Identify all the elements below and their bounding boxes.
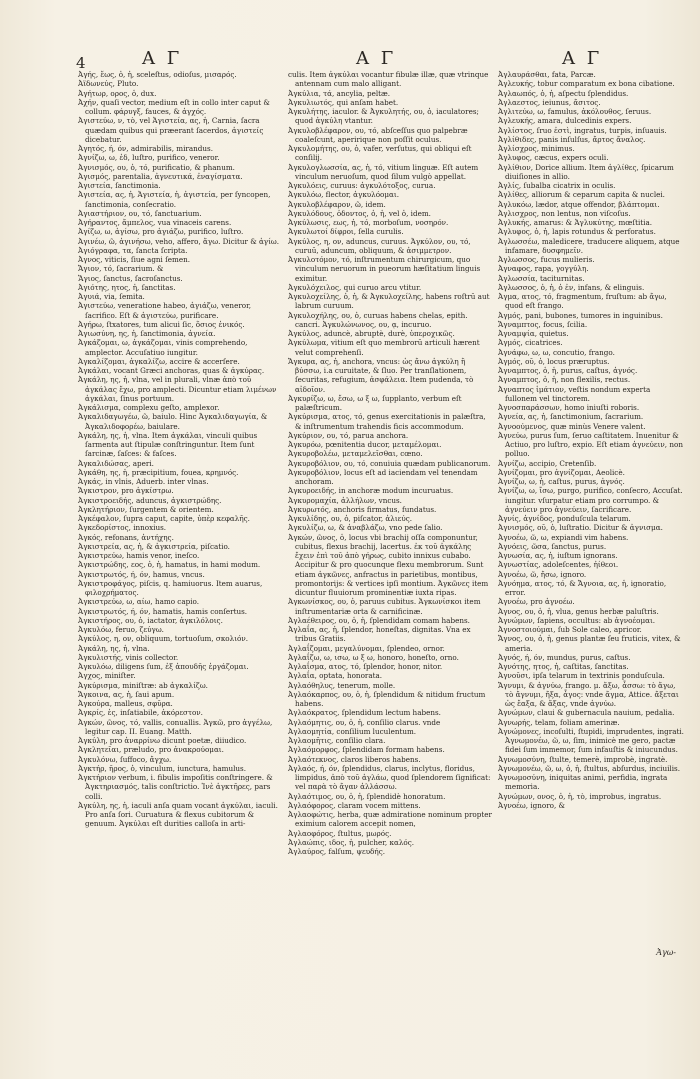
- dictionary-entry: Ἀγκούρα, malleus, σφῦρα.: [78, 699, 173, 708]
- dictionary-entry: Ἀγναπτος ἱμάτιον, veſtis nondum experta fullonem vel tinctorem.: [498, 384, 651, 403]
- dictionary-entry: culis. Item ἀγκύλαι vocantur fibulæ illæ, quæ vtrinque antennam cum malo alligant.: [288, 70, 489, 89]
- dictionary-entry: Ἀγητός, ή, όν, admirabilis, mirandus.: [78, 144, 213, 153]
- dictionary-entry: Ἀγκυλομήτης, ου, ὁ, vafer, verſutus, qui obliqui eſt conſilij.: [288, 144, 472, 163]
- dictionary-entry: Ἀγκιστήρος, ου, ὁ, iactator, ἀγκιλόλοις.: [78, 615, 223, 625]
- dictionary-entry: Ἀγνωμοσύνη, ſtulte, temerè, improbè, ingratè.: [498, 754, 668, 764]
- dictionary-entry: Ἀγνόεις, ῶσα, ſanctus, purus.: [498, 541, 607, 551]
- dictionary-entry: Ἀγίζω, ω, ἀγίσω, pro ἁγιάζω, purifico, luſtro.: [78, 227, 244, 237]
- dictionary-entry: Ἀγλευκής, tobur comparatum ex bona cibatione.: [498, 79, 675, 89]
- dictionary-entry: Ἀγνώμων, ſapiens, occultus: ab ἀγνοέομαι.: [498, 615, 656, 625]
- dictionary-entry: Ἀγμός, cicatrices.: [498, 338, 563, 348]
- dictionary-entry: Ἀγλωσσος, fucus mulieris.: [498, 255, 595, 264]
- dictionary-entry: Ἀγλαυράσθαι, fata, Parcæ.: [498, 70, 596, 79]
- dictionary-entry: Ἀγλαομῆτις, conſilio clara.: [288, 736, 386, 745]
- dictionary-entry: Ἀγλαόκρατος, ſplendidum lectum habens.: [288, 708, 441, 718]
- page-number: 4: [76, 54, 86, 72]
- dictionary-entry: Ἀγμός, οῦ, ὁ, locus præruptus.: [498, 356, 610, 366]
- dictionary-entry: Ἀγλαΐα, optata, honorata.: [288, 671, 383, 681]
- dictionary-entry: Ἀγνώμονες, incoſulti, ſtupidi, imprudentes, ingrati. Ἀγνωμονέω, ῶ, ω, ſim, inimicè me gero, pactæ fidei ſum immemor, ſum infauſtis & iniucundus.: [498, 726, 684, 755]
- dictionary-entry: Ἀγλαΐα, ας, ἡ, ſplendor, honeſtas, dignitas. Vna ex tribus Gratiis.: [288, 625, 471, 644]
- dictionary-entry: Ἀγκιστρωτός, ή, όν, hamatis, hamis conſertus.: [78, 606, 248, 616]
- dictionary-entry: Ἀγιστεία, ſanctimonia.: [78, 181, 161, 190]
- dictionary-entry: Ἀγυιά, via, ſemita.: [78, 292, 145, 301]
- dictionary-entry: Ἀγλαοφώτις, herba, quæ admiratione nominum propter eximium calorem accepit nomen,: [288, 810, 492, 829]
- dictionary-entry: Ἀγνωμονέω, ῶ, ω, ὁ, ἡ, ſtultus, abſurdus, inciuilis.: [498, 763, 680, 773]
- dictionary-entry: Ἀγκάλαι, vocant Græci anchoras, quas & ἀγκύρας.: [78, 366, 265, 375]
- dictionary-entry: Ἀγκύλη, pro ἀναρρίνω dicunt poetæ, diiudico.: [78, 736, 247, 745]
- dictionary-entry: Ἀγλίστος, ſruo ἐστὶ, ingratus, turpis, inſuauis.: [498, 125, 667, 135]
- dictionary-entry: Ἀγκυλιωτός, qui anſam habet.: [288, 97, 399, 107]
- dictionary-entry: Ἀγνώμων, ονος, ὁ, ἡ, τὸ, improbus, ingratus.: [498, 791, 662, 801]
- dictionary-entry: Ἀγκάλη, ης, ἡ, vlna, vel in plurali, vlnæ ἀπὸ τοῦ ἀγκάλας ἔχω, pro amplecti. Dicuntur etiam λιμένων ἀγκάλαι, ſinus portuum.: [78, 375, 277, 403]
- dictionary-entry: Ἀγκυλόω, flector, ἀγκυλόομαι.: [288, 190, 400, 200]
- dictionary-entry: Ἀγκλητήριον, ſurgentem & orientem.: [78, 504, 214, 514]
- dictionary-entry: Ἀγής, ἔως, ὁ, ἡ, sceleſtus, odioſus, μισαρός.: [78, 70, 237, 79]
- dictionary-entry: Ἀγκών, ῶνος, τό, vallis, conuallis. Ἀγκῶ, pro ἀγγέλω, legitur cap. II. Euang. Matth.: [78, 717, 273, 736]
- dictionary-entry: Ἀγκέφαλον, ſupra caput, capite, ὑπὲρ κεφαλῆς.: [78, 514, 250, 523]
- dictionary-entry: Ἀγκυλοχείλης, ὁ, ἡ, & Ἀγκυλοχείλης, habens roſtrū aut labrum curuum.: [288, 292, 490, 311]
- dictionary-entry: Ἄγκυρα, ας, ἡ, anchora, vncus: ὡς ἄνω ἀγκύλη ἢ βύσσω, i.a curuitate, & ſluo. Per tranſlationem, ſecuritas, refugium, ἀσφάλεια. Item pudenda, τὸ αἰδοῖον.: [288, 356, 474, 394]
- dictionary-entry: Ἀγκλητεῖαι, præludo, pro ἀνακρούομαι.: [78, 745, 224, 755]
- dictionary-entry: Ἀγλυκόω, lædor, atque offendor, βλάπτομαι.: [498, 199, 660, 209]
- dictionary-entry: Ἀγλαώπις, ιδος, ἡ, pulcher, καλός.: [288, 837, 415, 847]
- dictionary-entry: Ἀγλαόμητις, ου, ὁ, ἡ, conſilio clarus. vnde: [288, 717, 441, 727]
- dictionary-entry: Ἀγλιτεύω, ω, famulus, ἀκόλουθος, ſeruus.: [498, 107, 652, 116]
- dictionary-entry: Ἀγνοέω, ῶ, ω, expiandi vim habens.: [498, 532, 629, 542]
- dictionary-entry: Ἀγνίζω, accipio, Cretenſib.: [498, 458, 597, 468]
- dictionary-entry: Ἀγνόημα, ατος, τό, & Ἄγνοια, ας, ἡ, ignoratio, error.: [498, 578, 667, 597]
- dictionary-entry: Ἀγνοστοιούμαι, ſub Sole caleo, apricor.: [498, 625, 642, 634]
- dictionary-entry: Ἀγλαύρος, falſum, ψευδής.: [288, 847, 386, 856]
- dictionary-entry: Ἀγκύρισμα, miniſtræ: ab ἀγκαλίζω.: [78, 680, 208, 690]
- dictionary-entry: Ἀγιστεία, ας, ἡ, Ἀγιστεία, ἡ, ἀγιστεία, per ſyncopen, ſanctimonia, conſecratio.: [78, 190, 271, 209]
- dictionary-entry: Ἅγιος, ſanctus, ſacroſanctus.: [78, 273, 183, 283]
- dictionary-entry: Ἀγνωμοσύνη, iniquitas animi, perfidia, ingrata memoria.: [498, 773, 668, 792]
- dictionary-entry: Ἀγλαοφόρος, ſtultus, μωρός.: [288, 828, 392, 838]
- dictionary-entry: Ἀχήν, quaſi vector, medium eſt in collo inter caput & collum. φάρυγξ, fauces, & ἀγχός.: [78, 97, 270, 116]
- dictionary-entry: Ἀγλαΐζω, ω, ισω, ω ξ ω, honoro, honeſto, orno.: [288, 652, 459, 662]
- dictionary-entry: Ἄγκοινα, ας, ἡ, ſaui apum.: [78, 689, 175, 699]
- dictionary-entry: Ἀγνωστίας, adoleſcentes, ἠίθεοι.: [498, 560, 619, 570]
- dictionary-entry: Ἀγλίθες, alliorum & ceparum capita & nuclei.: [498, 190, 665, 200]
- dictionary-entry: Ἀγκιστρεία, ας, ἡ, & ἀγκιστρεία, piſcatio.: [78, 541, 230, 551]
- dictionary-entry: Ἀγκύρισμα, ατος, τό, genus exercitationis in palæſtra, & inſtrumentum trahendis ficis accommodum.: [288, 412, 486, 431]
- dictionary-entry: Ἀγκυλήτης, iaculor. & Ἀγκυλητής, ου, ὁ, iaculatores; quod ἀγκύλη vtantur.: [288, 107, 479, 126]
- dictionary-entry: Ἀγνος, viticis, ſiue agni ſemen.: [78, 255, 191, 264]
- dictionary-entry: Ἀγκυρόω, pœnitentia ducor, μεταμέλομαι.: [288, 440, 442, 449]
- dictionary-entry: Ἀγκυροβόλιον, locus eſt ad iaciendam vel tenendam anchoram.: [288, 467, 478, 486]
- dictionary-entry: Ἀγκύλια, τά, ancylia, peltæ.: [288, 88, 391, 98]
- dictionary-entry: Ἀγλαόκαρπος, ου, ὁ, ἡ, ſplendidum & nitidum fructum habens.: [288, 689, 486, 708]
- dictionary-entry: Ἀγκύλωσις, εως, ἡ, τό, morboſum, νοσηρόν.: [288, 218, 449, 227]
- running-head-left: Α Γ: [142, 48, 183, 69]
- dictionary-entry: Ἄγκιστρον, pro ἀγκίστρω.: [78, 486, 174, 496]
- dictionary-entry: Ἀγκύριον, ου, τό, parua anchora.: [288, 430, 409, 440]
- dictionary-entry: Ἀγλευκής, amara, dulcedinis expers.: [498, 116, 632, 126]
- dictionary-entry: Ἀγκαλιδώσας, aperi.: [78, 458, 154, 468]
- running-head-center: Α Γ: [356, 48, 397, 69]
- dictionary-entry: Ἀγκαλίζομαι, ἀγκαλίζω, accire & accerſere.: [78, 356, 240, 366]
- dictionary-entry: Ἀγνάφω, ω, ω, concutio, frango.: [498, 347, 615, 357]
- dictionary-entry: Ἀγιστεύω, ν, τὸ, vel Ἀγιστεία, ας, ἡ, Carnia, ſacra quædam quibus qui præerant ſacerdos, ἀγιστείς dicebatur.: [78, 116, 264, 144]
- dictionary-entry: Ἀγκτήρ, ῆρος, ὁ, vinculum, iunctura, hamulus.: [78, 763, 247, 773]
- dictionary-entry: Ἀγλαόμορφος, ſplendidam formam habens.: [288, 745, 445, 755]
- dictionary-entry: Ἀγκυλοβλέφαρον, ου, τό, abſceſſus quo palpebræ coaleſcunt, aperirique non poſſit oculus.: [288, 125, 468, 144]
- dictionary-entry: Ἀγκιστρεύω, ω, αίω, hamo capio.: [78, 597, 199, 607]
- dictionary-entry: Ἀγλαός, ή, όν, ſplendidus, clarus, inclytus, floridus, limpidus, ἀπὸ τοῦ ἀγλάω, quod ſplendorem ſignificat: vel παρὰ τὸ ἄγαν ἀλλάσσω.: [288, 763, 491, 792]
- dictionary-entry: Ἀγκιστρωτός, ή, όν, hamus, vncus.: [78, 569, 205, 579]
- dictionary-entry: Ἀγκάλη, ης, ἡ, vlna.: [78, 643, 150, 653]
- dictionary-entry: Ἀγκυλόδους, ὀδοντος, ὁ, ἡ, vel ὁ, idem.: [288, 208, 431, 218]
- dictionary-entry: Ἀγλίσχρος, minimus.: [498, 144, 575, 153]
- dictionary-entry: Ἀγναμπτος, ὁ, ἡ, non flexilis, rectus.: [498, 375, 631, 385]
- dictionary-entry: Ἀγκυρομαχία, ἀλλήλων, vncus.: [288, 495, 402, 505]
- dictionary-entry: Ἀγνός, ή, όν, mundus, purus, caſtus.: [498, 652, 631, 662]
- dictionary-entry: Ἀγήτωρ, ορος, ὁ, dux.: [78, 88, 157, 98]
- dictionary-entry: Ἀγκυροβολέω, μεταμελεῖσθαι, cœno.: [288, 449, 423, 459]
- dictionary-entry: Ἀγλίς, ſubalba cicatrix in oculis.: [498, 181, 616, 190]
- dictionary-entry: Ἀγκάλη, ης, ἡ, vlna. Item ἀγκάλαι, vinculi quibus ſarmenta aut ſtipulæ conſtringuntur. Item ſunt ſarcinæ, ſaſces: & faſces.: [78, 430, 258, 459]
- dictionary-entry: Ἀγκύλος, η, ον, aduncus, curuus. Ἀγκύλον, ου, τό, curuū, aduncum, obliquum, & ἀσιμμετρον.: [288, 236, 471, 255]
- dictionary-entry: Ἀγήρω, ſtxatores, tum alicui ſic, ὅσιος ἐνικός.: [78, 319, 245, 329]
- column-left: [78, 70, 284, 829]
- dictionary-entry: Ἀγκυλίδης, ου, ὁ, piſcator, ἁλιεύς.: [288, 514, 413, 523]
- dictionary-entry: Ἀγλισχρος, non lentus, non viſcoſus.: [498, 208, 631, 218]
- dictionary-entry: Ἀγνίζω, ω, ἡ, caſtus, purus, ἁγνός.: [498, 477, 625, 486]
- dictionary-entry: Ἀγμός, pani, bubones, tumores in inguinibus.: [498, 310, 663, 320]
- dictionary-entry: Ἀγκαλιδαγωγέω, ῶ, baiulo. Hinc Ἀγκαλιδαγωγία, & Ἀγκαλιδοφορέω, baiulare.: [78, 412, 268, 431]
- dictionary-entry: Ἀγνοῦσι, ipſa telarum in textrinis ponduſcula.: [498, 671, 665, 681]
- dictionary-entry: Ἀγινέω, ῶ, ἀγινήσω, veho, affero, ἄγω. Dicitur & ἀγίω.: [78, 236, 280, 246]
- dictionary-entry: Ἀγκυροβόλιον, ου, τό, conuiuia quædam publicanorum.: [288, 458, 491, 468]
- dictionary-entry: Ἀγνίζω, ω, ἐδ, luſtro, purifico, veneror.: [78, 153, 220, 163]
- dictionary-entry: Ἀγκύλος, aduncè, abruptè, durè, ὑπεροχικῶς.: [288, 329, 455, 338]
- dictionary-entry: Ἀγνεύω, purus ſum, ſeruo caſtitatem. Inuenitur & Actiuo, pro luſtro, expio. Eſt etiam ἀγνεύειν, non polluo.: [498, 430, 683, 459]
- dictionary-entry: Ἀγνωσία, ας, ἡ, iuſtum ignorans.: [498, 551, 618, 560]
- dictionary-entry: Ἀγνεία, ας, ἡ, ſanctimonium, ſacrarium.: [498, 412, 644, 422]
- column-center: [288, 70, 492, 856]
- dictionary-entry: Ἀγκυλιστής, vinis collector.: [78, 652, 179, 662]
- dictionary-entry: Ἀγνος, ου, ὁ, ἡ, vlua, genus herbæ paluſtris.: [498, 606, 659, 616]
- dictionary-entry: Ἀϊδωνεύς, Pluto.: [78, 79, 139, 89]
- dictionary-entry: Ἀγκυλογλωσσία, ας, ἡ, τό, vitium linguæ. Eſt autem vinculum neruoſum, quod ſilum vulgò appellat.: [288, 162, 479, 181]
- dictionary-entry: Ἀγλυκής, amarus: & Ἀγλυκύτης, mœſtitia.: [498, 218, 653, 227]
- dictionary-entry: Ἀγκυλόω, diligens ſum, ἐξ ἀπουδῆς ἐργάζομαι.: [78, 662, 249, 671]
- dictionary-entry: Ἀγνοσπαράσσων, homo iniuſti roboris.: [498, 403, 640, 412]
- dictionary-entry: Ἀγκυλόεις, curuus: ἀγκυλότοξος, curua.: [288, 181, 436, 190]
- dictionary-entry: Ἀγκυλόχειλος, qui curuo arcu vtitur.: [288, 282, 422, 292]
- dictionary-entry: Ἀγιότης, ητος, ἡ, ſanctitas.: [78, 282, 176, 292]
- dictionary-entry: Ἀγκυλόνω, ſuffoco, ἄγχω.: [78, 754, 172, 764]
- dictionary-entry: Ἀγλαομητία, conſilium luculentum.: [288, 726, 417, 736]
- dictionary-entry: Ἀγλαότιμος, ου, ὁ, ἡ, ſplendidè honoratum.: [288, 791, 446, 801]
- dictionary-entry: Ἀγκυλοτόμον, τό, inſtrumentum chirurgicum, quo vinculum neruorum in pueorum hæſitatium linguis eximitur.: [288, 255, 481, 283]
- dictionary-entry: Ἄγιον, τό, ſacrarium. &: [78, 264, 164, 274]
- dictionary-entry: Ἀγκωνίσκος, ου, ὁ, paruus cubitus. Ἀγκωνίσκοι item inſtrumentariæ orta & carnificinæ.: [288, 597, 481, 616]
- dictionary-entry: Ἀγκός, refonans, ἀντήχης.: [78, 532, 174, 542]
- dictionary-entry: Ἀγκύλος, η, ον, obliquum, tortuoſum, σκολιόν.: [78, 634, 248, 644]
- dictionary-entry: Ἀγκεδορίστος, innoxius.: [78, 523, 167, 533]
- dictionary-entry: Ἀγιόγραφα, τα, ſancta ſcripta.: [78, 245, 188, 255]
- dictionary-entry: Ἀγκυλωτοί δίφροι, ſella curulis.: [288, 227, 404, 237]
- dictionary-entry: Ἀγλαΐσμα, ατος, τό, ſplendor, honor, nitor.: [288, 662, 443, 671]
- column-right: [498, 70, 684, 810]
- dictionary-entry: Ἀγκιστρεύω, hamis venor, ineſco.: [78, 551, 200, 560]
- dictionary-entry: Ἄγναμπτος, focus, ſcilia.: [498, 319, 588, 329]
- catchword: Ἀγω-: [656, 948, 676, 957]
- dictionary-entry: Ἀγλίθιδες, panis inſulſus, ἄρτος ἄναλος.: [498, 134, 646, 144]
- dictionary-entry: Ἀγνίζω, ω, ἴσω, purgo, purifico, conſecro, Accuſat. iungitur. vſurpatur etiam pro corrumpo. & ἀγνεύειν pro ἀγνεύειν, ſacrificare.: [498, 486, 683, 514]
- running-head-right: Α Γ: [562, 48, 603, 69]
- dictionary-entry: Ἀγλυφος, cæcus, expers oculi.: [498, 153, 609, 163]
- dictionary-entry: Ἀγνίζομαι, pro ἀγνίζομαι, Aeolicè.: [498, 467, 625, 477]
- dictionary-entry: Ἄγνυμι, & ἀγνύω, frango. μ. ἄξω, ἆσσω: τὸ ἄγω, τὸ ἄγνυμι, ἤξα, ἆγος: vnde ἄγμα, Attice. ἄξεται ὡς ἔαξα, & ἄξας, vnde ἀγνύω.: [498, 680, 679, 708]
- dictionary-entry: Ἀγκάς, in vlnis, Aduerb. inter vlnas.: [78, 477, 209, 486]
- dictionary-entry: Ἀγλωσσος, ὁ, ἡ, ὁ ἐν, infans, & elinguis.: [498, 282, 645, 292]
- dictionary-entry: Ἀγλαόθηλυς, tenerum, molle.: [288, 680, 396, 690]
- dictionary-entry: Ἀγκυλίζω, ω, & ἀναβλάζω, vno pede ſalio.: [288, 523, 443, 533]
- dictionary-entry: Ἀγκιστροειδής, aduncus, ἀγκιστρώδης.: [78, 495, 222, 505]
- dictionary-entry: Ἀγκάζομαι, ω, ἀγκάζομαι, vinis comprehendo, amplector. Accuſatiuo iungitur.: [78, 338, 248, 357]
- dictionary-entry: Ἀγκυροειδής, in anchoræ modum incuruatus.: [288, 486, 454, 496]
- dictionary-entry: Ἀγιαστήριον, ου, τό, ſanctuarium.: [78, 208, 202, 218]
- dictionary-entry: Ἀγκυλοχήλης, ου, ὁ, curuas habens chelas, epith. cancri. Ἀγκυλώνωνος, ου, ᾳ, incuruo.: [288, 310, 468, 329]
- dictionary-entry: Ἀγλαέθειρος, ου, ὁ, ἡ, ſplendidam comam habens.: [288, 615, 470, 625]
- dictionary-entry: Ἀγναμψία, quietus.: [498, 329, 569, 338]
- dictionary-entry: Ἀγνότης, ητος, ἡ, caſtitas, ſanctitas.: [498, 662, 629, 671]
- dictionary-entry: Ἀγνισμός, ου, ὁ, τό, purificatio, & phanum.: [78, 162, 235, 172]
- dictionary-entry: Ἀγκάλισμα, complexu geſto, amplexor.: [78, 403, 220, 412]
- dictionary-entry: Ἀγλυφος, ὁ, ἡ, lapis rotundus & perforatus.: [498, 227, 656, 237]
- dictionary-entry: Ἀγκύλωμα, vitium eſt quo membrorū articuli hærent velut comprehenſi.: [288, 338, 480, 357]
- dictionary-entry: Ἀγκυλοβλέφαρον, ῶ, idem.: [288, 199, 386, 209]
- dictionary-entry: Ἀγκύλη, ης, ἡ, iaculi anſa quam vocant ἀγκύλαι, iaculi. Pro anſa ſori. Curuatura & flexus cubitorum & genuum. Ἀγκύλαι eſt durities calloſa in arti-: [78, 800, 278, 829]
- dictionary-entry: Ἀγκρίς, ἐς, inſatiabile, ἀκόρεστον.: [78, 708, 203, 718]
- dictionary-entry: Ἀγλαόφορος, claram vocem mittens.: [288, 800, 421, 810]
- dictionary-entry: Ἄγνος, ου, ὁ, ἡ, genus plantæ ſeu fruticis, vitex, & ameria.: [498, 634, 681, 653]
- dictionary-entry: Ἀγλαότεκνος, claros liberos habens.: [288, 754, 421, 764]
- dictionary-entry: Ἀγμα, ατος, τό, fragmentum, fruſtum: ab ἄγω, quod eſt frango.: [498, 292, 667, 311]
- dictionary-entry: Ἀγιστεύω, veneratione habeo, ἀγιάζω, veneror, ſacrifico. Eſt & ἀγιστεύω, purificare.: [78, 301, 252, 320]
- dictionary-entry: Ἀγλαΐζομαι, μεγαλύνομαι, ſplendeo, ornor.: [288, 643, 445, 653]
- dictionary-entry: Ἀγνώμων, claui & gubernacula nauium, pedalia.: [498, 708, 675, 718]
- dictionary-entry: Ἀγλωσσία, taciturnitas.: [498, 273, 585, 283]
- dictionary-entry: Ἀγνοέω, ignoro, &: [498, 800, 565, 810]
- dictionary-entry: Ἀγήραντος, ἄμπελος, vua vinaceis carens.: [78, 218, 232, 227]
- dictionary-entry: Ἀγναφος, rapa, γογγύλη.: [498, 264, 589, 274]
- dictionary-entry: Ἀγισμός, parentalia, ἀγνευτικά, ἐναγίσματα.: [78, 171, 243, 181]
- dictionary-entry: Ἀγιωσύνη, ης, ἡ, ſanctimonia, ἁγνεία.: [78, 329, 216, 338]
- dictionary-entry: Ἀγκών, ῶνος, ὁ, locus vbi brachij oſſa componuntur, cubitus, flexus brachij, lacertus. ἐκ τοῦ ἀγκάλης ἔχειν ἐπὶ τοῦ ἀπὸ γήρως, cubito innixus cubabo. Accipitur & pro quocunque flexu membrorum. Sunt etiam ἀγκῶνες, anfractus in parietibus, montibus, promontorijs: & vertices ipſi montium. Ἀγκῶνες item dicuntur fluuiorum prominentiæ iuxta ripas.: [288, 532, 489, 597]
- dictionary-entry: Ἀγλαωπός, ὁ, ἡ, aſpectu ſplendidus.: [498, 88, 629, 98]
- dictionary-entry: Ἀγχος, miniſter.: [78, 671, 136, 681]
- dictionary-entry: Ἀγκιστρώδης, εος, ὁ, ἡ, hamatus, in hami modum.: [78, 560, 261, 570]
- dictionary-entry: Ἀγλίθιον, Dorice allium. Item ἀγλίθες, ſpicarum diuiſiones in allio.: [498, 162, 674, 181]
- dictionary-entry: Ἀγναμπτος, ὁ, ἡ, purus, caſtus, ἁγνός.: [498, 366, 638, 375]
- dictionary-entry: Ἀγκυλόω, feruo, ζεύγω.: [78, 625, 164, 634]
- dictionary-entry: Ἀγκυρωτός, anchoris firmatus, fundatus.: [288, 504, 437, 514]
- dictionary-entry: Ἀγνοούμενος, quæ minùs Venere valent.: [498, 421, 646, 431]
- dictionary-entry: Ἀγνίς, ἀγνίδος, ponduſcula telarum.: [498, 514, 631, 523]
- dictionary-entry: Ἀγλωσσέω, maledicere, traducere aliquem, atque infamare, δυσφημεῖν.: [498, 236, 680, 255]
- dictionary-entry: Ἀγκτήριον verbum, i. fibulis impoſitis conſtringere. & Ἀγκτηριασμός, talis conſtrictio. Ἰνὲ ἀγκτῆρες, pars colli.: [78, 773, 273, 801]
- dictionary-entry: Ἀγνωρής, telam, foliam amerinæ.: [498, 717, 620, 727]
- dictionary-entry: Ἀγκυρίζω, ω, ἔσω, ω ξ ω, ſupplanto, verbum eſt palæſtricum.: [288, 393, 462, 412]
- dictionary-entry: Ἀγνοέω, pro ἀγνοέω.: [498, 597, 575, 607]
- dictionary-entry: Ἀγλαεστος, ieiunus, ἄσιτος.: [498, 97, 601, 107]
- dictionary-entry: Ἀγνοέω, ῶ, ἤσω, ignoro.: [498, 569, 587, 579]
- dictionary-entry: Ἀγκάθη, ης, ἡ, præcipitium, fouea, κρημνός.: [78, 467, 239, 477]
- dictionary-entry: Ἀγνισμός, οῦ, ὁ, luſtratio. Dicitur & ἀγνισμα.: [498, 523, 663, 533]
- dictionary-entry: Ἀγκιστροφάγος, piſcis, q. hamiuorus. Item auarus, φιλοχρήματος.: [78, 578, 263, 597]
